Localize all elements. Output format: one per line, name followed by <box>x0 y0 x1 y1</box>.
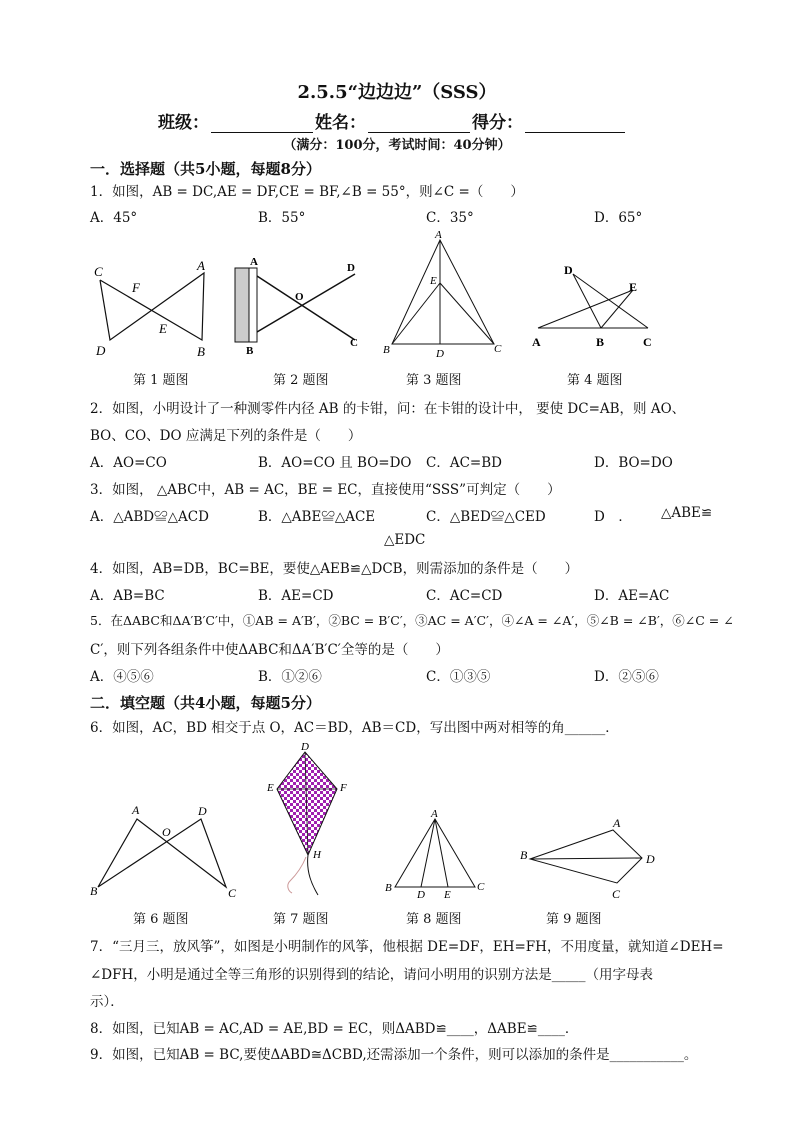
f3-label-e: E <box>430 275 437 287</box>
f4-label-c: C <box>643 335 652 349</box>
score-label: 得分： <box>472 113 523 133</box>
f9-label-b: B <box>520 848 528 862</box>
f1-label-d: D <box>96 343 106 358</box>
name-label: 姓名： <box>315 113 366 133</box>
f8-label-d: D <box>417 889 425 901</box>
name-blank[interactable] <box>368 117 470 133</box>
q5-option-b: B．①②⑥ <box>258 669 322 685</box>
f7-label-h: H <box>313 849 321 861</box>
f8-label-b: B <box>385 882 392 894</box>
q3-option-d-label: D ． <box>594 509 632 525</box>
q5-option-d: D．②⑤⑥ <box>594 669 659 685</box>
f6-label-d: D <box>198 804 207 818</box>
f6-label-o: O <box>162 825 171 839</box>
q8-stem: 8．如图，已知AB = AC,AD = AE,BD = EC，则ΔABD≌____，ΔABE≌____． <box>90 1021 579 1037</box>
fig9-caption: 第 9 题图 <box>546 912 602 927</box>
q2-stem-line1: 2．如图，小明设计了一种测零件内径 AB 的卡钳，问：在卡钳的设计中， 要使 DC=AB，则 AO、 <box>90 401 686 417</box>
figure-3 <box>392 240 494 344</box>
f1-label-a: A <box>197 258 205 273</box>
q7-stem-line1: 7．“三月三，放风筝”，如图是小明制作的风筝，他根据 DE=DF，EH=FH，不用度量，就知道∠DEH= <box>90 939 724 955</box>
f8-label-e: E <box>444 889 451 901</box>
f6-label-a: A <box>132 803 140 817</box>
q2-option-c: C．AC=BD <box>426 455 502 471</box>
q3-option-b: B．△ABE≌△ACE <box>258 509 376 525</box>
q5-stem-line1: 5．在ΔABC和ΔA′B′C′中，①AB = A′B′，②BC = B′C′，③AC = A′C′，④∠A = ∠A′，⑤∠B = ∠B′，⑥∠C = ∠ <box>90 613 734 628</box>
f4-label-d: D <box>564 263 573 277</box>
q4-option-a: A．AB=BC <box>90 588 165 604</box>
q3-option-a: A．△ABD≌△ACD <box>90 509 209 525</box>
class-label: 班级： <box>158 113 209 133</box>
q3-option-d-wrap: △EDC <box>384 532 426 548</box>
f1-label-e: E <box>159 321 167 336</box>
f6-label-b: B <box>90 884 98 898</box>
f1-label-b: B <box>197 344 205 359</box>
fig4-caption: 第 4 题图 <box>567 373 623 388</box>
f6-label-c: C <box>228 886 237 900</box>
q2-option-a: A．AO=CO <box>90 455 167 471</box>
f2-label-a: A <box>250 256 258 268</box>
f2-label-d: D <box>347 262 355 274</box>
q3-stem: 3．如图， △ABC中，AB = AC，BE = EC，直接使用“SSS”可判定（ ） <box>90 482 561 498</box>
fig7-caption: 第 7 题图 <box>273 912 329 927</box>
figure-2 <box>235 268 355 342</box>
f9-label-d: D <box>646 852 655 866</box>
q5-option-a: A．④⑤⑥ <box>90 669 154 685</box>
f2-label-c: C <box>350 337 358 349</box>
q7-stem-line3: 示）． <box>90 994 124 1010</box>
f3-label-d: D <box>436 348 444 360</box>
f8-label-a: A <box>431 808 438 820</box>
f4-label-a: A <box>532 335 541 349</box>
f9-label-c: C <box>612 887 621 901</box>
score-blank[interactable] <box>525 117 625 133</box>
fig6-caption: 第 6 题图 <box>133 912 189 927</box>
figures-row-1 <box>80 228 680 368</box>
f3-label-c: C <box>494 343 502 355</box>
q9-stem: 9．如图，已知AB = BC,要使ΔABD≅ΔCBD,还需添加一个条件，则可以添加的条件是___________。 <box>90 1047 698 1063</box>
q1-stem: 1．如图，AB = DC,AE = DF,CE = BF,∠B = 55°，则∠C =（ ） <box>90 184 524 200</box>
fig8-caption: 第 8 题图 <box>406 912 462 927</box>
figure-8 <box>395 819 475 887</box>
q2-option-d: D．BO=DO <box>594 455 673 471</box>
q2-stem-line2: BO、CO、DO 应满足下列的条件是（ ） <box>90 428 362 444</box>
f9-label-a: A <box>613 816 621 830</box>
f1-label-c: C <box>94 264 103 279</box>
f3-label-b: B <box>383 344 390 356</box>
f7-label-f: F <box>340 782 347 794</box>
f8-label-c: C <box>477 881 485 893</box>
class-blank[interactable] <box>211 117 313 133</box>
q4-option-b: B．AE=CD <box>258 588 334 604</box>
f4-label-e: E <box>629 280 638 294</box>
q7-stem-line2: ∠DFH，小明是通过全等三角形的识别得到的结论，请问小明用的识别方法是_____（用字母表 <box>90 967 654 983</box>
exam-subtitle: （满分：100分，考试时间：40分钟） <box>283 138 511 153</box>
q3-option-d-text: △ABE≌ <box>661 505 713 521</box>
student-info-line <box>158 108 627 133</box>
f2-label-o: O <box>295 291 304 303</box>
q1-option-b: B．55° <box>258 210 306 226</box>
q4-stem: 4．如图，AB=DB，BC=BE，要使△AEB≌△DCB，则需添加的条件是（ ） <box>90 561 579 577</box>
figure-1 <box>100 273 204 340</box>
q1-option-a: A．45° <box>90 210 138 226</box>
fig3-caption: 第 3 题图 <box>406 373 462 388</box>
q1-option-c: C．35° <box>426 210 474 226</box>
f2-label-b: B <box>246 345 254 357</box>
f4-label-b: B <box>596 335 605 349</box>
fig2-caption: 第 2 题图 <box>273 373 329 388</box>
q5-option-c: C．①③⑤ <box>426 669 491 685</box>
page-title: 2.5.5“边边边”（SSS） <box>297 82 497 103</box>
figure-7 <box>277 752 337 895</box>
q1-option-d: D．65° <box>594 210 643 226</box>
q4-option-c: C．AC=CD <box>426 588 503 604</box>
f7-label-e: E <box>267 782 274 794</box>
q6-stem: 6．如图，AC，BD 相交于点 O，AC＝BD，AB＝CD，写出图中两对相等的角______． <box>90 720 619 736</box>
section-2-title: 二．填空题（共4小题，每题5分） <box>90 694 321 712</box>
fig1-caption: 第 1 题图 <box>133 373 189 388</box>
f3-label-a: A <box>435 229 442 241</box>
q5-stem-line2: C′，则下列各组条件中使ΔABC和ΔA′B′C′全等的是（ ） <box>90 642 449 658</box>
section-1-title: 一．选择题（共5小题，每题8分） <box>90 160 321 178</box>
q2-option-b: B．AO=CO 且 BO=DO <box>258 455 412 471</box>
f1-label-f: F <box>132 280 140 295</box>
figures-row-2 <box>80 737 680 907</box>
q3-option-c: C．△BED≌△CED <box>426 509 546 525</box>
f7-label-d: D <box>301 741 309 753</box>
figure-9 <box>530 830 642 883</box>
q4-option-d: D．AE=AC <box>594 588 670 604</box>
